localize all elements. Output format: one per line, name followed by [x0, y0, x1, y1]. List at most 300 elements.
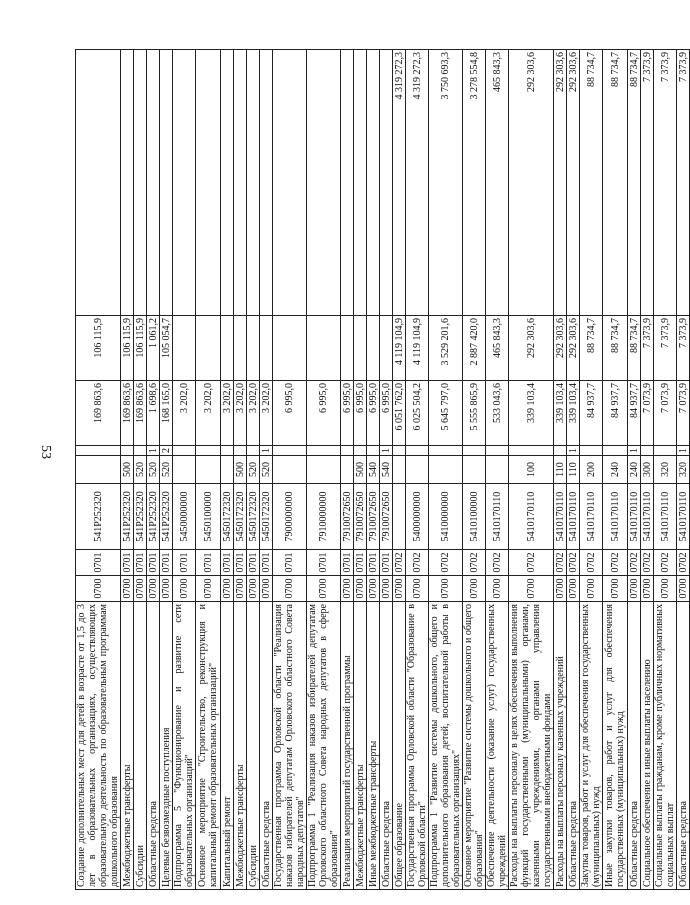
row-amount-2: [354, 316, 367, 381]
table-row: [307, 50, 341, 890]
row-amount-2: 4 119 104,9: [393, 316, 406, 381]
row-amount-3: [221, 50, 234, 316]
row-source-code: 1: [380, 446, 393, 456]
row-expense-type: [221, 456, 234, 484]
row-subsection: 0702: [677, 550, 690, 576]
row-amount-3: [160, 50, 173, 316]
row-expense-type: 240: [628, 456, 641, 484]
row-expense-type: 520: [147, 456, 160, 484]
row-target-article: 7910072650: [354, 484, 367, 550]
row-name: Субсидии: [247, 602, 260, 890]
row-amount-1: 6 995,0: [307, 381, 341, 446]
row-expense-type: [463, 456, 486, 484]
row-name: Межбюджетные трансферты: [354, 602, 367, 890]
row-name: Основное мероприятие "Развитие системы дошкольного и общего образования": [463, 602, 486, 890]
row-section: 0700: [486, 576, 509, 602]
row-target-article: 5410170110: [677, 484, 690, 550]
table-row: [429, 50, 463, 890]
row-target-article: 5410000000: [429, 484, 463, 550]
row-section: 0700: [406, 576, 429, 602]
row-target-article: 5450172320: [234, 484, 247, 550]
row-subsection: 0701: [234, 550, 247, 576]
row-section: 0700: [367, 576, 380, 602]
row-amount-1: 533 043,6: [486, 381, 509, 446]
row-amount-2: [234, 316, 247, 381]
row-target-article: 7910072650: [380, 484, 393, 550]
row-name: Расходы на выплаты персоналу в целях обеспечения выполнения функций государственными (муниципальными) органами, казенными учреждениями, органами управления государственными внебюджетными фондами: [509, 602, 554, 890]
row-subsection: 0702: [580, 550, 603, 576]
row-subsection: 0701: [273, 550, 307, 576]
row-name: Государственная программа Орловской области "Образование в Орловской области": [406, 602, 429, 890]
row-expense-type: 300: [641, 456, 654, 484]
row-amount-2: 106 115,9: [134, 316, 147, 381]
row-target-article: 7910072650: [367, 484, 380, 550]
row-source-code: [234, 446, 247, 456]
row-section: 0700: [76, 576, 121, 602]
row-target-article: 5410170110: [628, 484, 641, 550]
row-source-code: [273, 446, 307, 456]
table-row: [247, 50, 260, 890]
row-subsection: 0701: [247, 550, 260, 576]
row-section: 0700: [260, 576, 273, 602]
table-row: [234, 50, 247, 890]
row-amount-1: 5 555 865,9: [463, 381, 486, 446]
row-name: Областные средства: [567, 602, 580, 890]
row-amount-2: 465 843,3: [486, 316, 509, 381]
row-amount-2: [341, 316, 354, 381]
table-row: [173, 50, 196, 890]
row-target-article: 5410170110: [567, 484, 580, 550]
row-expense-type: [486, 456, 509, 484]
row-source-code: [134, 446, 147, 456]
table-row: [677, 50, 690, 890]
row-name: Областные средства: [677, 602, 690, 890]
row-amount-3: 4 319 272,3: [406, 50, 429, 316]
row-amount-3: 88 734,7: [580, 50, 603, 316]
table-row: [367, 50, 380, 890]
row-name: Общее образование: [393, 602, 406, 890]
row-section: 0700: [393, 576, 406, 602]
table-row: [486, 50, 509, 890]
row-section: 0700: [221, 576, 234, 602]
row-amount-3: 4 319 272,3: [393, 50, 406, 316]
row-target-article: 5410170110: [509, 484, 554, 550]
row-source-code: 2: [160, 446, 173, 456]
row-amount-2: 105 054,7: [160, 316, 173, 381]
row-amount-2: [196, 316, 221, 381]
row-amount-3: [134, 50, 147, 316]
budget-table-container: [75, 50, 689, 890]
row-subsection: 0701: [134, 550, 147, 576]
row-section: 0700: [603, 576, 628, 602]
row-source-code: 1: [260, 446, 273, 456]
row-subsection: 0702: [641, 550, 654, 576]
table-row: [654, 50, 677, 890]
row-amount-3: [76, 50, 121, 316]
row-name: Подпрограмма 1 "Реализация наказов избирателей депутатам Орловского областного Совета народных депутатов в сфере образования": [307, 602, 341, 890]
row-amount-2: [260, 316, 273, 381]
row-amount-3: [341, 50, 354, 316]
row-name: Закупка товаров, работ и услуг для обеспечения государственных (муниципальных) нужд: [580, 602, 603, 890]
row-source-code: [367, 446, 380, 456]
table-row: [260, 50, 273, 890]
row-section: 0700: [134, 576, 147, 602]
row-amount-2: [380, 316, 393, 381]
row-name: Основное мероприятие "Строительство, реконструкция и капитальный ремонт образовательных организаций": [196, 602, 221, 890]
row-section: 0700: [173, 576, 196, 602]
row-name: Субсидии: [134, 602, 147, 890]
row-amount-3: [173, 50, 196, 316]
row-name: Целевые безвозмездные поступления: [160, 602, 173, 890]
row-amount-2: 106 115,9: [76, 316, 121, 381]
row-section: 0700: [196, 576, 221, 602]
row-amount-3: 292 303,6: [554, 50, 567, 316]
row-expense-type: 500: [234, 456, 247, 484]
row-amount-2: [247, 316, 260, 381]
row-subsection: 0702: [628, 550, 641, 576]
row-expense-type: 500: [354, 456, 367, 484]
row-expense-type: 240: [603, 456, 628, 484]
row-amount-3: [354, 50, 367, 316]
row-subsection: 0702: [567, 550, 580, 576]
row-subsection: 0701: [173, 550, 196, 576]
row-name: Расходы на выплаты персоналу казенных учреждений: [554, 602, 567, 890]
row-subsection: 0701: [367, 550, 380, 576]
row-amount-1: 84 937,7: [603, 381, 628, 446]
row-amount-1: 6 995,0: [367, 381, 380, 446]
row-source-code: [463, 446, 486, 456]
row-amount-3: [367, 50, 380, 316]
row-target-article: 541P252320: [76, 484, 121, 550]
row-name: Реализация мероприятий государственной программы: [341, 602, 354, 890]
row-subsection: 0702: [463, 550, 486, 576]
row-amount-1: 6 025 504,2: [406, 381, 429, 446]
row-expense-type: [393, 456, 406, 484]
row-amount-1: 3 202,0: [196, 381, 221, 446]
row-source-code: [429, 446, 463, 456]
table-row: [603, 50, 628, 890]
row-section: 0700: [354, 576, 367, 602]
row-expense-type: 520: [134, 456, 147, 484]
row-source-code: [580, 446, 603, 456]
row-subsection: 0701: [341, 550, 354, 576]
row-target-article: 5450100000: [196, 484, 221, 550]
page-number: 53: [38, 445, 53, 459]
table-row: [380, 50, 393, 890]
row-amount-1: 6 995,0: [380, 381, 393, 446]
row-expense-type: 320: [677, 456, 690, 484]
row-source-code: [641, 446, 654, 456]
row-amount-2: 7 373,9: [654, 316, 677, 381]
row-amount-2: 292 303,6: [554, 316, 567, 381]
row-amount-3: 88 734,7: [603, 50, 628, 316]
row-amount-1: 7 073,9: [654, 381, 677, 446]
row-section: 0700: [429, 576, 463, 602]
row-subsection: 0702: [554, 550, 567, 576]
row-subsection: 0702: [393, 550, 406, 576]
table-row: [393, 50, 406, 890]
row-section: 0700: [160, 576, 173, 602]
row-target-article: 5410170110: [486, 484, 509, 550]
row-amount-1: 1 698,6: [147, 381, 160, 446]
row-amount-1: 169 863,6: [76, 381, 121, 446]
row-subsection: 0701: [196, 550, 221, 576]
table-row: [628, 50, 641, 890]
row-amount-2: 88 734,7: [603, 316, 628, 381]
row-target-article: 5450000000: [173, 484, 196, 550]
row-section: 0700: [628, 576, 641, 602]
row-source-code: [603, 446, 628, 456]
row-expense-type: 520: [260, 456, 273, 484]
budget-table: [75, 49, 690, 890]
row-amount-3: [273, 50, 307, 316]
row-source-code: [221, 446, 234, 456]
row-source-code: [554, 446, 567, 456]
row-expense-type: 110: [567, 456, 580, 484]
row-name: Социальные выплаты гражданам, кроме публичных нормативных социальных выплат: [654, 602, 677, 890]
row-amount-2: 106 115,9: [121, 316, 134, 381]
table-row: [641, 50, 654, 890]
row-name: Межбюджетные трансферты: [234, 602, 247, 890]
table-row: [354, 50, 367, 890]
row-name: Обеспечение деятельности (оказание услуг) государственных учреждений: [486, 602, 509, 890]
row-amount-3: [260, 50, 273, 316]
row-amount-1: 339 103,4: [567, 381, 580, 446]
table-row: [221, 50, 234, 890]
row-amount-1: 6 995,0: [354, 381, 367, 446]
row-section: 0700: [641, 576, 654, 602]
row-amount-2: 2 887 420,0: [463, 316, 486, 381]
row-target-article: 541P252320: [134, 484, 147, 550]
row-source-code: [341, 446, 354, 456]
row-amount-3: 292 303,6: [567, 50, 580, 316]
row-source-code: [76, 446, 121, 456]
row-subsection: 0702: [429, 550, 463, 576]
row-section: 0700: [677, 576, 690, 602]
row-subsection: 0701: [380, 550, 393, 576]
row-expense-type: [307, 456, 341, 484]
row-target-article: 7910072650: [341, 484, 354, 550]
row-amount-3: 292 303,6: [509, 50, 554, 316]
row-amount-3: [234, 50, 247, 316]
row-name: Областные средства: [380, 602, 393, 890]
row-section: 0700: [463, 576, 486, 602]
row-name: Государственная программа Орловской области "Реализация наказов избирателей депутатам Орловского областного Совета народных депутатов": [273, 602, 307, 890]
row-amount-3: 3 750 693,3: [429, 50, 463, 316]
table-row: [147, 50, 160, 890]
row-section: 0700: [121, 576, 134, 602]
row-target-article: 5410170110: [554, 484, 567, 550]
row-source-code: [247, 446, 260, 456]
row-name: Подпрограмма 5 "Функционирование и развитие сети образовательных организаций": [173, 602, 196, 890]
row-amount-3: [307, 50, 341, 316]
row-target-article: 5410170110: [654, 484, 677, 550]
row-amount-3: 465 843,3: [486, 50, 509, 316]
row-section: 0700: [307, 576, 341, 602]
row-source-code: 1: [628, 446, 641, 456]
row-target-article: 541P252320: [160, 484, 173, 550]
row-source-code: [354, 446, 367, 456]
row-section: 0700: [580, 576, 603, 602]
row-amount-1: 84 937,7: [628, 381, 641, 446]
table-row: [406, 50, 429, 890]
row-expense-type: 100: [509, 456, 554, 484]
table-row: [509, 50, 554, 890]
row-source-code: 1: [147, 446, 160, 456]
row-target-article: 5450172320: [260, 484, 273, 550]
row-amount-2: [367, 316, 380, 381]
row-source-code: 1: [567, 446, 580, 456]
row-subsection: 0702: [654, 550, 677, 576]
row-name: Областные средства: [260, 602, 273, 890]
row-name: Капитальный ремонт: [221, 602, 234, 890]
row-amount-1: 3 202,0: [247, 381, 260, 446]
row-section: 0700: [654, 576, 677, 602]
row-name: Иные межбюджетные трансферты: [367, 602, 380, 890]
row-source-code: [654, 446, 677, 456]
row-amount-3: [380, 50, 393, 316]
row-amount-2: [221, 316, 234, 381]
row-target-article: 541P252320: [121, 484, 134, 550]
row-amount-3: [121, 50, 134, 316]
row-target-article: 5410170110: [580, 484, 603, 550]
row-amount-3: [247, 50, 260, 316]
row-subsection: 0702: [603, 550, 628, 576]
row-section: 0700: [234, 576, 247, 602]
row-amount-2: 7 373,9: [677, 316, 690, 381]
row-amount-2: 292 303,6: [509, 316, 554, 381]
row-amount-2: 88 734,7: [580, 316, 603, 381]
row-amount-3: 7 373,9: [677, 50, 690, 316]
row-expense-type: 520: [160, 456, 173, 484]
row-name: Иные закупки товаров, работ и услуг для обеспечения государственных (муниципальных) нужд: [603, 602, 628, 890]
row-amount-3: 3 278 554,8: [463, 50, 486, 316]
row-target-article: 541P252320: [147, 484, 160, 550]
row-expense-type: 500: [121, 456, 134, 484]
row-name: Областные средства: [147, 602, 160, 890]
row-amount-1: 168 165,0: [160, 381, 173, 446]
table-row: [341, 50, 354, 890]
row-subsection: 0701: [147, 550, 160, 576]
row-amount-1: 3 202,0: [221, 381, 234, 446]
row-subsection: 0701: [76, 550, 121, 576]
row-amount-1: 339 103,4: [554, 381, 567, 446]
row-subsection: 0702: [509, 550, 554, 576]
row-source-code: [307, 446, 341, 456]
row-expense-type: 320: [654, 456, 677, 484]
row-subsection: 0701: [307, 550, 341, 576]
row-amount-1: 3 202,0: [260, 381, 273, 446]
row-amount-1: 3 202,0: [234, 381, 247, 446]
row-expense-type: [76, 456, 121, 484]
row-expense-type: [406, 456, 429, 484]
row-amount-1: 339 103,4: [509, 381, 554, 446]
row-name: Областные средства: [628, 602, 641, 890]
row-target-article: 5410170110: [641, 484, 654, 550]
row-target-article: 5400000000: [406, 484, 429, 550]
row-section: 0700: [247, 576, 260, 602]
row-section: 0700: [341, 576, 354, 602]
row-expense-type: 110: [554, 456, 567, 484]
row-subsection: 0701: [121, 550, 134, 576]
table-row: [121, 50, 134, 890]
row-expense-type: [173, 456, 196, 484]
row-section: 0700: [273, 576, 307, 602]
row-amount-1: 6 051 762,0: [393, 381, 406, 446]
row-expense-type: [196, 456, 221, 484]
row-subsection: 0701: [260, 550, 273, 576]
row-source-code: 1: [677, 446, 690, 456]
table-row: [273, 50, 307, 890]
table-row: [580, 50, 603, 890]
row-target-article: [393, 484, 406, 550]
row-expense-type: 540: [367, 456, 380, 484]
row-target-article: 5450172320: [221, 484, 234, 550]
table-row: [76, 50, 121, 890]
row-target-article: 5450172320: [247, 484, 260, 550]
row-expense-type: 540: [380, 456, 393, 484]
row-section: 0700: [567, 576, 580, 602]
table-row: [160, 50, 173, 890]
row-subsection: 0701: [160, 550, 173, 576]
row-amount-1: 5 645 797,0: [429, 381, 463, 446]
row-amount-2: [273, 316, 307, 381]
row-subsection: 0701: [354, 550, 367, 576]
table-row: [463, 50, 486, 890]
table-row: [196, 50, 221, 890]
row-amount-2: 7 373,9: [641, 316, 654, 381]
row-amount-1: 7 073,9: [641, 381, 654, 446]
row-amount-2: 88 734,7: [628, 316, 641, 381]
row-name: Подпрограмма 1 "Развитие системы дошкольного, общего и дополнительного образования детей, воспитательной работы в образовательных организациях": [429, 602, 463, 890]
row-amount-1: 3 202,0: [173, 381, 196, 446]
row-source-code: [393, 446, 406, 456]
table-row: [554, 50, 567, 890]
row-amount-3: 7 373,9: [641, 50, 654, 316]
row-target-article: 5410100000: [463, 484, 486, 550]
row-amount-2: [173, 316, 196, 381]
row-source-code: [196, 446, 221, 456]
row-amount-2: 292 303,6: [567, 316, 580, 381]
row-amount-1: 7 073,9: [677, 381, 690, 446]
row-name: Социальное обеспечение и иные выплаты населению: [641, 602, 654, 890]
row-amount-2: 3 529 201,6: [429, 316, 463, 381]
row-amount-2: [307, 316, 341, 381]
row-target-article: 5410170110: [603, 484, 628, 550]
table-row: [567, 50, 580, 890]
row-expense-type: [341, 456, 354, 484]
row-section: 0700: [554, 576, 567, 602]
row-target-article: 7910000000: [307, 484, 341, 550]
row-amount-1: 169 863,6: [134, 381, 147, 446]
row-amount-1: 169 863,6: [121, 381, 134, 446]
row-amount-2: 1 061,2: [147, 316, 160, 381]
row-amount-3: [196, 50, 221, 316]
row-amount-3: 7 373,9: [654, 50, 677, 316]
row-amount-1: 6 995,0: [273, 381, 307, 446]
row-amount-2: 4 119 104,9: [406, 316, 429, 381]
budget-table-body: [76, 50, 690, 890]
row-expense-type: [429, 456, 463, 484]
row-source-code: [121, 446, 134, 456]
row-subsection: 0701: [221, 550, 234, 576]
row-amount-3: 88 734,7: [628, 50, 641, 316]
row-source-code: [486, 446, 509, 456]
row-target-article: 7900000000: [273, 484, 307, 550]
row-section: 0700: [147, 576, 160, 602]
row-expense-type: 520: [247, 456, 260, 484]
row-source-code: [509, 446, 554, 456]
